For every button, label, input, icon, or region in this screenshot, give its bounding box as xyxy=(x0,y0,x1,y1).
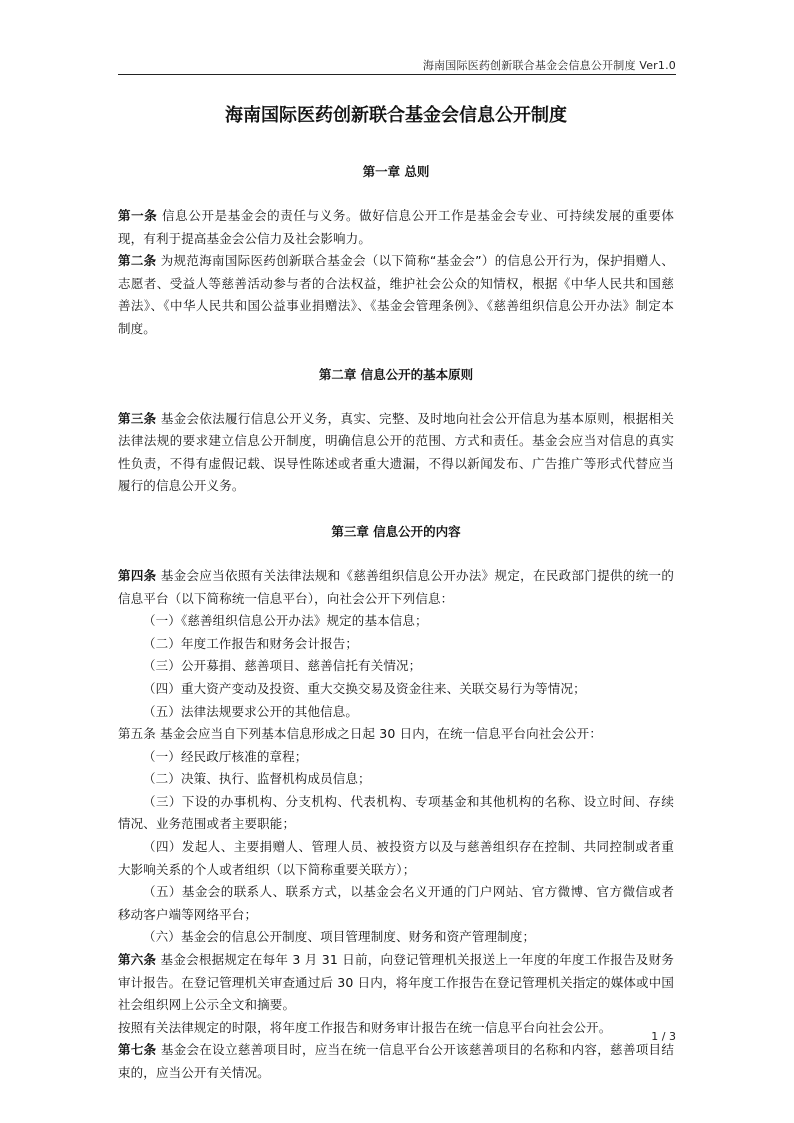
article-paragraph xyxy=(118,408,674,498)
article-paragraph xyxy=(118,250,674,340)
paragraph-text: 基金会依法履行信息公开义务，真实、完整、及时地向社会公开信息为基本原则，根据相关法律法规的要求建立信息公开制度，明确信息公开的范围、方式和责任。基金会应当对信息的真实性负责，不得有虚假记载、误导性陈述或者重大遗漏，不得以新闻发布、广告推广等形式代替应当履行的信息公开义务。 xyxy=(118,410,675,494)
article-number: 第二条 xyxy=(118,253,157,269)
list-item xyxy=(118,791,674,836)
list-item xyxy=(118,678,674,701)
list-item xyxy=(118,655,674,678)
article-paragraph xyxy=(118,565,674,610)
paragraph-text: （四）发起人、主要捐赠人、管理人员、被投资方以及与慈善组织存在控制、共同控制或者重大影响关系的个人或者组织（以下简称重要关联方）； xyxy=(118,839,674,877)
paragraph-text: （五）法律法规要求公开的其他信息。 xyxy=(143,703,359,719)
paragraph-text: （二）年度工作报告和财务会计报告； xyxy=(143,635,359,651)
paragraph-text: （四）重大资产变动及投资、重大交换交易及资金往来、关联交易行为等情况； xyxy=(143,680,586,696)
chapter-heading: 第一章 总则 xyxy=(362,164,430,179)
list-item xyxy=(118,746,674,769)
chapters-container xyxy=(118,162,674,1085)
article-number: 第七条 xyxy=(118,1042,157,1058)
list-item xyxy=(118,881,674,926)
paragraph-text: （六）基金会的信息公开制度、项目管理制度、财务和资产管理制度； xyxy=(143,929,536,945)
page-number: 1 / 3 xyxy=(651,1030,676,1043)
paragraph-text: 基金会根据规定在每年 3 月 31 日前，向登记管理机关报送上一年度的年度工作报告及财务审计报告。在登记管理机关审查通过后 30 日内，将年度工作报告在登记管理机关指定的媒体或中国社会组织网上公示全文和摘要。 xyxy=(118,952,674,1013)
paragraph-text: 基金会应当依照有关法律法规和《慈善组织信息公开办法》规定，在民政部门提供的统一的信息平台（以下简称统一信息平台），向社会公开下列信息： xyxy=(118,567,675,606)
paragraph-text: 信息公开是基金会的责任与义务。做好信息公开工作是基金会专业、可持续发展的重要体现，有利于提高基金会公信力及社会影响力。 xyxy=(118,208,674,246)
list-item xyxy=(118,701,674,724)
paragraph-text: （三）公开募捐、慈善项目、慈善信托有关情况； xyxy=(143,658,422,674)
article-paragraph xyxy=(118,949,674,1017)
paragraph-text: （五）基金会的联系人、联系方式，以基金会名义开通的门户网站、官方微博、官方微信或者移动客户端等网络平台； xyxy=(118,884,674,922)
article-number: 第四条 xyxy=(118,567,157,583)
article-number: 第六条 xyxy=(118,952,157,968)
paragraph-text: 按照有关法律规定的时限，将年度工作报告和财务审计报告在统一信息平台向社会公开。 xyxy=(118,1019,612,1035)
list-item xyxy=(118,1017,674,1040)
paragraph-text: （二）决策、执行、监督机构成员信息； xyxy=(143,771,371,787)
paragraph-text: （一）经民政厅核准的章程； xyxy=(143,748,308,764)
article-number: 第三条 xyxy=(118,410,157,426)
chapter-heading: 第三章 信息公开的内容 xyxy=(331,523,461,539)
paragraph-text: 第五条 基金会应当自下列基本信息形成之日起 30 日内，在统一信息平台向社会公开： xyxy=(118,726,602,742)
page-header xyxy=(118,52,676,75)
list-item xyxy=(118,768,674,791)
paragraph-text: （一）《慈善组织信息公开办法》规定的基本信息； xyxy=(143,613,428,629)
paragraph-text: 基金会在设立慈善项目时，应当在统一信息平台公开该慈善项目的名称和内容，慈善项目结束的，应当公开有关情况。 xyxy=(118,1042,675,1080)
header-text: 海南国际医药创新联合基金会信息公开制度 Ver1.0 xyxy=(422,59,676,72)
article-number: 第一条 xyxy=(118,208,158,223)
list-item xyxy=(118,926,674,949)
list-item xyxy=(118,610,674,633)
chapter-heading: 第二章 信息公开的基本原则 xyxy=(318,366,474,382)
document-body xyxy=(118,100,674,1085)
document-title: 海南国际医药创新联合基金会信息公开制度 xyxy=(225,105,567,126)
list-item xyxy=(118,633,674,656)
article-paragraph xyxy=(118,1039,674,1084)
paragraph-text: 为规范海南国际医药创新联合基金会（以下简称“基金会”）的信息公开行为，保护捐赠人、志愿者、受益人等慈善活动参与者的合法权益，维护社会公众的知情权，根据《中华人民共和国慈善法》、《中华人民共和国公益事业捐赠法》、《基金会管理条例》、《慈善组织信息公开办法》制定本制度。 xyxy=(118,253,674,336)
list-item xyxy=(118,723,674,746)
article-paragraph xyxy=(118,205,674,250)
list-item xyxy=(118,836,674,881)
paragraph-text: （三）下设的办事机构、分支机构、代表机构、专项基金和其他机构的名称、设立时间、存续情况、业务范围或者主要职能； xyxy=(118,793,674,832)
